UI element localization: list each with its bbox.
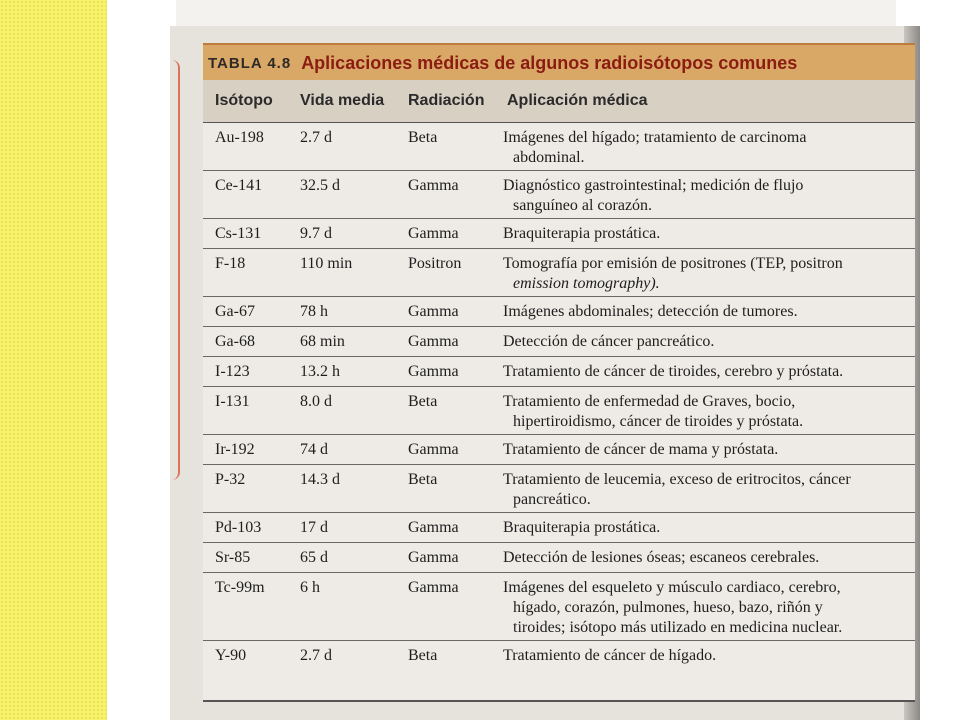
cell-half-life: 9.7 d [300,224,332,242]
cell-radiation: Beta [408,646,438,664]
application-line: hipertiroidismo, cáncer de tiroides y próstata. [513,412,804,430]
cell-application [495,434,915,464]
cell-radiation: Beta [408,392,438,410]
application-line: Tratamiento de cáncer de hígado. [503,646,717,664]
header-application: Aplicación médica [507,91,648,109]
cell-half-life: 2.7 d [300,646,332,664]
table-row [203,170,915,218]
cell-isotope: I-131 [215,392,250,410]
table-row [203,122,915,170]
table-title: Aplicaciones médicas de algunos radioisótopos comunes [301,53,798,73]
table-row [203,248,915,296]
header-isotope: Isótopo [215,91,273,109]
cell-half-life: 17 d [300,518,328,536]
cell-application [495,218,915,248]
cell-half-life: 6 h [300,578,320,596]
application-line: Imágenes del hígado; tratamiento de carcinoma [503,128,807,146]
application-line: Tomografía por emisión de positrones (TEP, positron [503,254,843,272]
cell-isotope: Sr-85 [215,548,251,566]
application-line: tiroides; isótopo más utilizado en medicina nuclear. [513,618,843,636]
application-line: emission tomography). [513,274,660,292]
cell-radiation: Gamma [408,362,459,380]
cell-radiation: Beta [408,128,438,146]
header-radiation: Radiación [408,91,485,109]
table-row [203,434,915,464]
header-half-life: Vida media [300,91,385,109]
cell-application [495,170,915,218]
table-row [203,512,915,542]
table-row [203,296,915,326]
cell-radiation: Gamma [408,332,459,350]
application-line: pancreático. [513,490,591,508]
cell-radiation: Gamma [408,518,459,536]
cell-isotope: Ga-68 [215,332,255,350]
application-line: abdominal. [513,148,585,166]
application-line: hígado, corazón, pulmones, hueso, bazo, riñón y [513,598,823,616]
cell-application [495,464,915,512]
application-line: Detección de cáncer pancreático. [503,332,715,350]
cell-radiation: Gamma [408,440,459,458]
application-line: Tratamiento de cáncer de tiroides, cerebro y próstata. [503,362,844,380]
cell-application [495,512,915,542]
cell-half-life: 65 d [300,548,328,566]
application-line: Tratamiento de cáncer de mama y próstata. [503,440,779,458]
cell-radiation: Beta [408,470,438,488]
cell-application [495,122,915,170]
application-line: Tratamiento de leucemia, exceso de eritrocitos, cáncer [503,470,851,488]
table-row [203,640,915,676]
cell-isotope: Ce-141 [215,176,263,194]
cell-radiation: Positron [408,254,462,272]
cell-isotope: Pd-103 [215,518,262,536]
cell-application [495,640,915,676]
top-page-bleed [176,0,896,26]
application-line: Braquiterapia prostática. [503,518,661,536]
cell-isotope: Ga-67 [215,302,255,320]
left-margin-arc [166,60,180,480]
cell-application [495,386,915,434]
cell-isotope: Ir-192 [215,440,255,458]
cell-radiation: Gamma [408,578,459,596]
table-code: TABLA 4.8 [208,55,292,72]
table-container [203,80,915,702]
application-line: Imágenes abdominales; detección de tumores. [503,302,798,320]
table-row [203,542,915,572]
cell-radiation: Gamma [408,224,459,242]
table-row [203,218,915,248]
cell-half-life: 8.0 d [300,392,332,410]
table-row [203,572,915,640]
cell-half-life: 110 min [300,254,353,272]
application-line: sanguíneo al corazón. [513,196,653,214]
cell-isotope: Au-198 [215,128,264,146]
table-row [203,356,915,386]
application-line: Detección de lesiones óseas; escaneos cerebrales. [503,548,820,566]
table-row [203,326,915,356]
cell-half-life: 32.5 d [300,176,340,194]
cell-application [495,356,915,386]
cell-half-life: 2.7 d [300,128,332,146]
cell-isotope: F-18 [215,254,246,272]
cell-isotope: Tc-99m [215,578,265,596]
cell-half-life: 13.2 h [300,362,340,380]
radioisotope-table [203,80,915,676]
table-header-row [203,80,915,122]
cell-application [495,248,915,296]
cell-application [495,296,915,326]
table-row [203,386,915,434]
cell-radiation: Gamma [408,302,459,320]
cell-application [495,326,915,356]
application-line: Tratamiento de enfermedad de Graves, bocio, [503,392,796,410]
cell-isotope: Cs-131 [215,224,262,242]
cell-isotope: I-123 [215,362,250,380]
cell-application [495,542,915,572]
cell-isotope: P-32 [215,470,246,488]
cell-half-life: 78 h [300,302,328,320]
cell-radiation: Gamma [408,548,459,566]
application-line: Imágenes del esqueleto y músculo cardiaco, cerebro, [503,578,841,596]
cell-half-life: 74 d [300,440,328,458]
table-title-bar [203,43,915,82]
application-line: Braquiterapia prostática. [503,224,661,242]
cell-radiation: Gamma [408,176,459,194]
left-yellow-stripe [0,0,107,720]
cell-isotope: Y-90 [215,646,247,664]
application-line: Diagnóstico gastrointestinal; medición de flujo [503,176,804,194]
cell-half-life: 14.3 d [300,470,340,488]
cell-application [495,572,915,640]
cell-half-life: 68 min [300,332,345,350]
table-row [203,464,915,512]
